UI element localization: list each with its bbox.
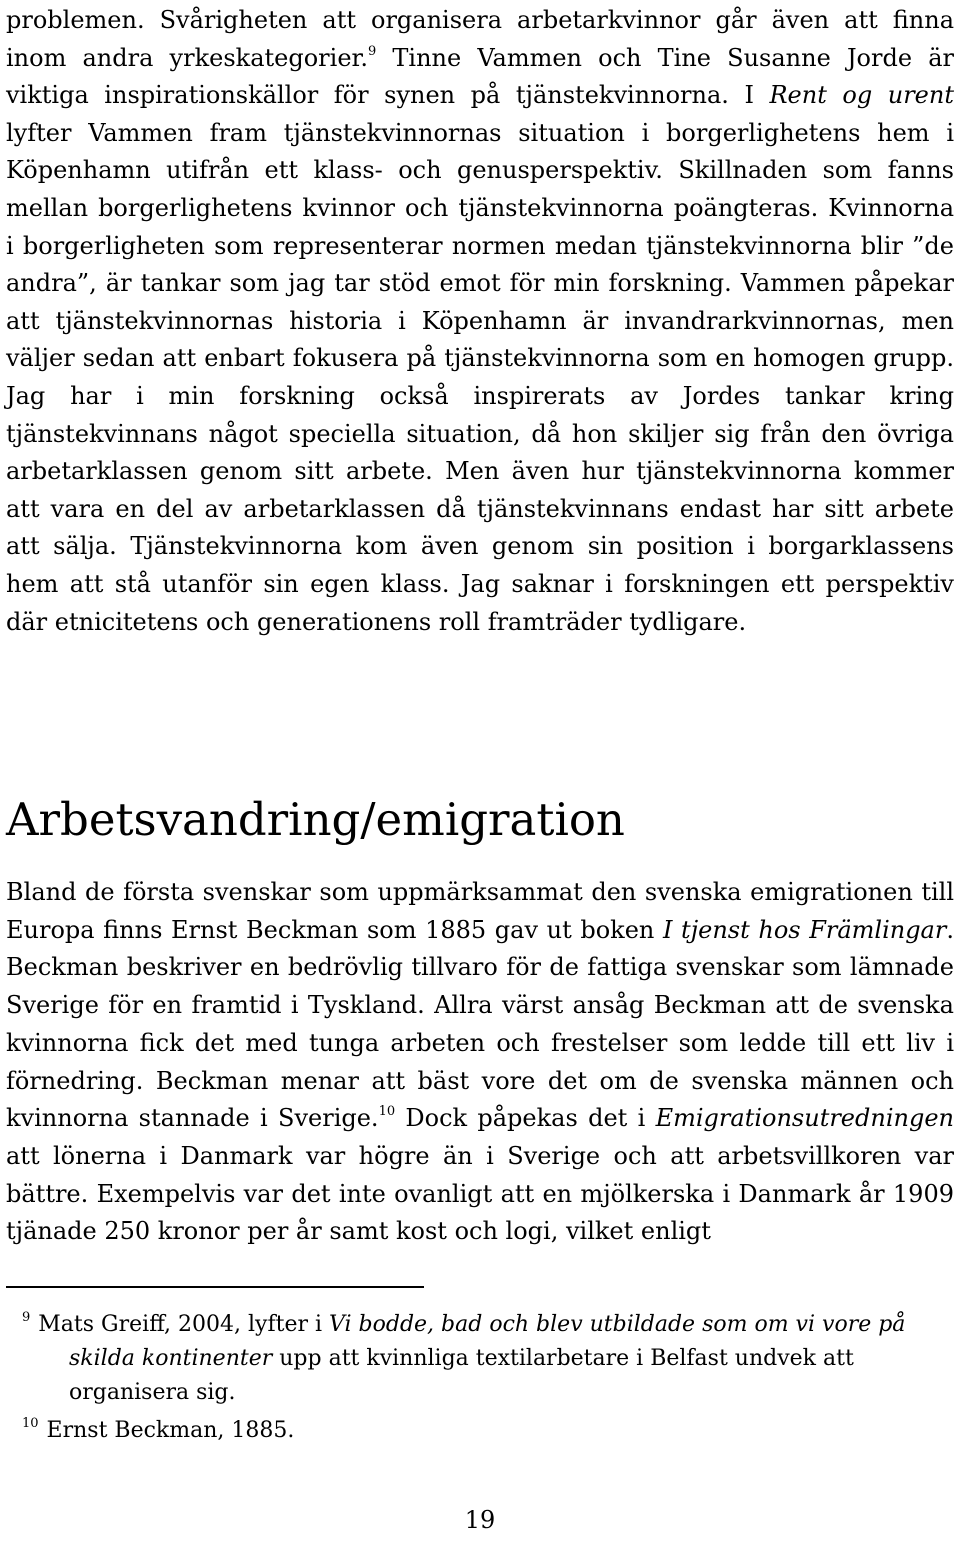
paragraph-2-text-d: att lönerna i Danmark var högre än i Sverige och att arbetsvillkoren var bättre. Exempelvis var det inte ovanligt att en mjölkerska i Danmark år 1909 tjänade 250 kronor per år samt kost och logi, vilket enligt [6, 1141, 954, 1246]
italic-report-title: Emigrationsutredningen [655, 1104, 954, 1133]
body-paragraph-1 [6, 2, 954, 641]
footnote-italic-title-cont: skilda kontinenter [69, 1346, 273, 1371]
footnote-divider [6, 1286, 424, 1288]
footnote-text-cont: upp att kvinnliga textilarbetare i Belfast undvek att [272, 1346, 854, 1371]
footnote-ref-10[interactable]: 10 [378, 1104, 396, 1120]
page-number: 19 [464, 1506, 496, 1534]
section-heading: Arbetsvandring/emigration [6, 793, 625, 846]
paragraph-2-text-c: Dock påpekas det i [395, 1104, 656, 1133]
footnote-text: Mats Greiff, 2004, lyfter i [38, 1312, 330, 1337]
footnote-number: 9 [22, 1310, 31, 1325]
paragraph-2-text-a: Bland de första svenskar som uppmärksammat den svenska emigrationen till Europa finns Ernst Beckman som 1885 gav ut boken [6, 878, 954, 944]
body-paragraph-2 [6, 874, 954, 1251]
footnote-italic-title: Vi bodde, bad och blev utbildade som om vi vore på [329, 1312, 906, 1337]
footnote-text-end: organisera sig. [69, 1380, 236, 1405]
footnote-number: 10 [22, 1416, 39, 1431]
footnote-9 [22, 1308, 922, 1410]
paragraph-1-text-c: lyfter Vammen fram tjänstekvinnornas situation i borgerlighetens hem i Köpenhamn utifrån ett klass- och genusperspektiv. Skillnaden som fanns mellan borgerlighetens kvinnor och tjänstekvinnorna poängteras. Kvinnorna i borgerligheten som representerar normen medan tjänstekvinnorna blir ”de andra”, är tankar som jag tar stöd emot för min forskning. Vammen påpekar att tjänstekvinnornas historia i Köpenhamn är invandrarkvinnornas, men väljer sedan att enbart fokusera på tjänstekvinnorna som en homogen grupp. Jag har i min forskning också inspirerats av Jordes tankar kring tjänstekvinnans något speciella situation, då hon skiljer sig från den övriga arbetarklassen genom sitt arbete. Men även hur tjänstekvinnorna kommer att vara en del av arbetarklassen då tjänstekvinnans endast har sitt arbete att sälja. Tjänstekvinnorna kom även genom sin position i borgarklassens hem att stå utanför sin egen klass. Jag saknar i forskningen ett perspektiv där etnicitetens och generationens roll framträder tydligare. [6, 118, 954, 636]
italic-title-rent-og-urent: Rent og urent [769, 81, 954, 110]
footnote-continuation [22, 1342, 922, 1410]
paragraph-1-text-b: Tinne Vammen och Tine Susanne Jorde är viktiga inspirationskällor för synen på tjänstekvinnorna. I [6, 43, 954, 110]
footnote-10 [22, 1414, 922, 1448]
footnote-text: Ernst Beckman, 1885. [46, 1418, 295, 1443]
italic-book-title: I tjenst hos Främlingar [662, 915, 947, 944]
paragraph-2-text-b: . Beckman beskriver en bedrövlig tillvaro för de fattiga svenskar som lämnade Sverige för en framtid i Tyskland. Allra värst ansåg Beckman att de svenska kvinnorna fick det med tunga arbeten och frestelser som ledde till ett liv i förnedring. Beckman menar att bäst vore det om de svenska männen och kvinnorna stannade i Sverige. [6, 915, 954, 1133]
footnote-ref-9[interactable]: 9 [367, 43, 377, 59]
paragraph-1-text-a: problemen. Svårigheten att organisera arbetarkvinnor går även att finna inom andra yrkeskategorier. [6, 6, 954, 72]
